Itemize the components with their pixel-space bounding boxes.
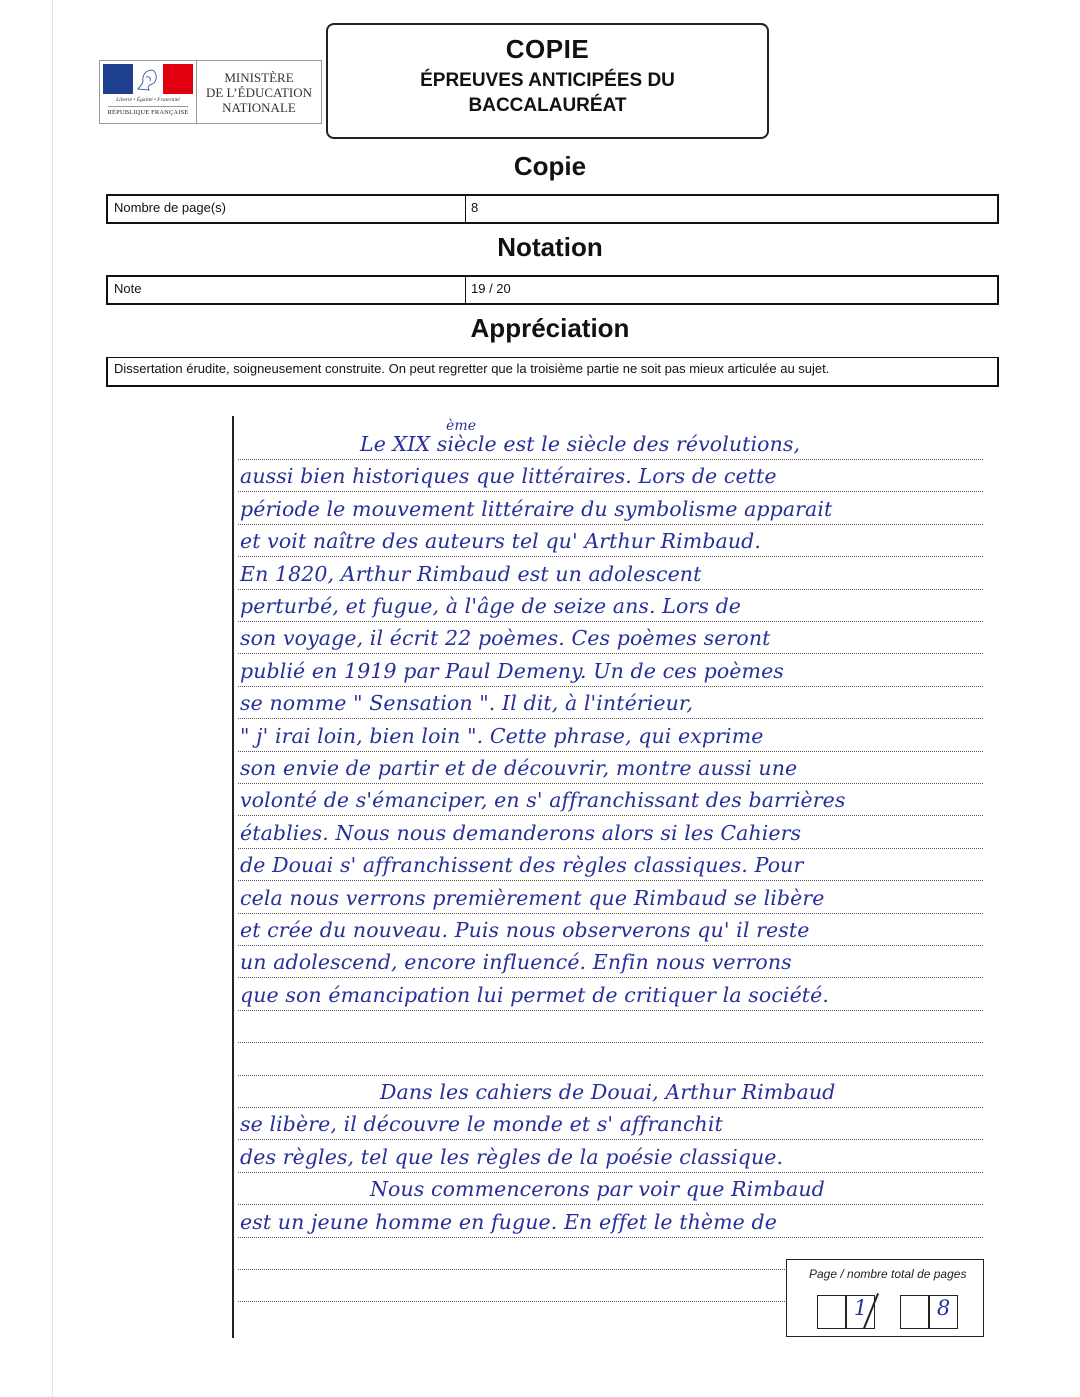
pages-field-row — [106, 194, 999, 224]
handwritten-line: Nous commencerons par voir que Rimbaud — [370, 1177, 825, 1202]
handwritten-line: et crée du nouveau. Puis nous observerons qu' il reste — [240, 918, 810, 942]
ruled-line — [238, 848, 983, 849]
handwritten-line: de Douai s' affranchissent des règles classiques. Pour — [240, 853, 804, 878]
page-box-empty-2 — [900, 1295, 929, 1329]
page-counter-label: Page / nombre total de pages — [809, 1267, 967, 1281]
handwritten-line: se nomme " Sensation ". Il dit, à l'intérieur, — [240, 691, 694, 716]
ministry-name — [197, 61, 321, 123]
ruled-line — [238, 1042, 983, 1043]
page-total-digit: 8 — [936, 1296, 951, 1320]
page-current-digit: 1 — [853, 1296, 868, 1320]
ruled-line — [238, 491, 983, 492]
ruled-line — [238, 718, 983, 719]
margin-line — [232, 416, 234, 1338]
subtitle-line-2: BACCALAURÉAT — [468, 95, 627, 116]
ruled-line — [238, 1204, 983, 1205]
ruled-line — [238, 913, 983, 914]
ruled-line — [238, 459, 983, 460]
handwritten-line: un adolescend, encore influencé. Enfin nous verrons — [240, 950, 792, 975]
appreciation-heading: Appréciation — [470, 313, 630, 343]
ministry-line-1: MINISTÈRE — [224, 69, 294, 85]
handwritten-line: établies. Nous nous demanderons alors si les Cahiers — [240, 820, 802, 845]
page-counter — [786, 1259, 984, 1337]
ruled-line — [238, 589, 983, 590]
handwritten-line: son envie de partir et de découvrir, montre aussi une — [240, 756, 798, 780]
republic-name: RÉPUBLIQUE FRANÇAISE — [108, 106, 189, 116]
handwritten-line: est un jeune homme en fugue. En effet le thème de — [240, 1209, 777, 1234]
ruled-line — [238, 815, 983, 816]
ruled-line — [238, 621, 983, 622]
ruled-line — [238, 1237, 983, 1238]
title-box — [326, 23, 769, 139]
handwritten-line: période le mouvement littéraire du symbolisme apparait — [240, 496, 833, 521]
ruled-line — [238, 1139, 983, 1140]
handwritten-line: Dans les cahiers de Douai, Arthur Rimbaud — [380, 1080, 836, 1104]
handwritten-line: Le XIX siècle est le siècle des révolutions, — [360, 432, 801, 456]
handwritten-line: que son émancipation lui permet de critiquer la société. — [240, 982, 829, 1007]
ruled-line — [238, 1075, 983, 1076]
marianne-flag-icon — [103, 64, 193, 94]
ruled-line — [238, 653, 983, 654]
appreciation-text: Dissertation érudite, soigneusement construite. On peut regretter que la troisième partie ne soit pas mieux articulée au sujet. — [106, 357, 999, 387]
handwritten-line: perturbé, et fugue, à l'âge de seize ans. Lors de — [240, 594, 742, 618]
document-subtitle — [328, 68, 767, 118]
ruled-line — [238, 1010, 983, 1011]
marianne-icon — [137, 68, 159, 92]
page-box-empty-1 — [817, 1295, 846, 1329]
handwritten-line: et voit naître des auteurs tel qu' Arthur Rimbaud. — [240, 529, 762, 554]
ruled-line — [238, 880, 983, 881]
ruled-line — [238, 751, 983, 752]
handwritten-line: " j' irai loin, bien loin ". Cette phrase, qui exprime — [240, 723, 764, 748]
ruled-line — [238, 524, 983, 525]
motto: Liberté • Égalité • Fraternité — [116, 97, 180, 103]
handwritten-line: se libère, il découvre le monde et s' affranchit — [240, 1112, 723, 1137]
ministry-logo — [99, 60, 322, 124]
subtitle-line-1: ÉPREUVES ANTICIPÉES DU — [420, 70, 675, 91]
copie-heading: Copie — [513, 151, 587, 181]
ruled-line — [238, 1172, 983, 1173]
republic-block — [100, 61, 197, 123]
pages-label: Nombre de page(s) — [108, 196, 466, 222]
ruled-line — [238, 686, 983, 687]
ministry-line-2: DE L’ÉDUCATION — [205, 84, 313, 100]
handwritten-line: son voyage, il écrit 22 poèmes. Ces poèmes seront — [240, 626, 771, 651]
note-field-row — [106, 275, 999, 305]
pages-value: 8 — [471, 200, 479, 215]
ruled-line — [238, 1107, 983, 1108]
ministry-line-3: NATIONALE — [222, 99, 296, 115]
century-superscript: ème — [446, 418, 477, 434]
handwritten-line: aussi bien historiques que littéraires. Lors de cette — [240, 464, 777, 489]
note-value: 19 / 20 — [471, 281, 511, 296]
ruled-line — [238, 977, 983, 978]
note-label: Note — [108, 277, 466, 303]
document-title: COPIE — [505, 34, 590, 64]
handwritten-line: En 1820, Arthur Rimbaud est un adolescent — [240, 561, 702, 586]
handwritten-line: publié en 1919 par Paul Demeny. Un de ces poèmes — [240, 658, 784, 683]
page-edge — [52, 0, 53, 1397]
handwritten-line: des règles, tel que les règles de la poésie classique. — [240, 1144, 784, 1169]
handwritten-line: volonté de s'émanciper, en s' affranchissant des barrières — [240, 788, 846, 813]
handwritten-line: cela nous verrons premièrement que Rimbaud se libère — [240, 885, 825, 910]
ruled-line — [238, 783, 983, 784]
handwritten-sheet — [232, 416, 984, 1338]
notation-heading: Notation — [497, 232, 603, 262]
ruled-line — [238, 945, 983, 946]
ruled-line — [238, 556, 983, 557]
